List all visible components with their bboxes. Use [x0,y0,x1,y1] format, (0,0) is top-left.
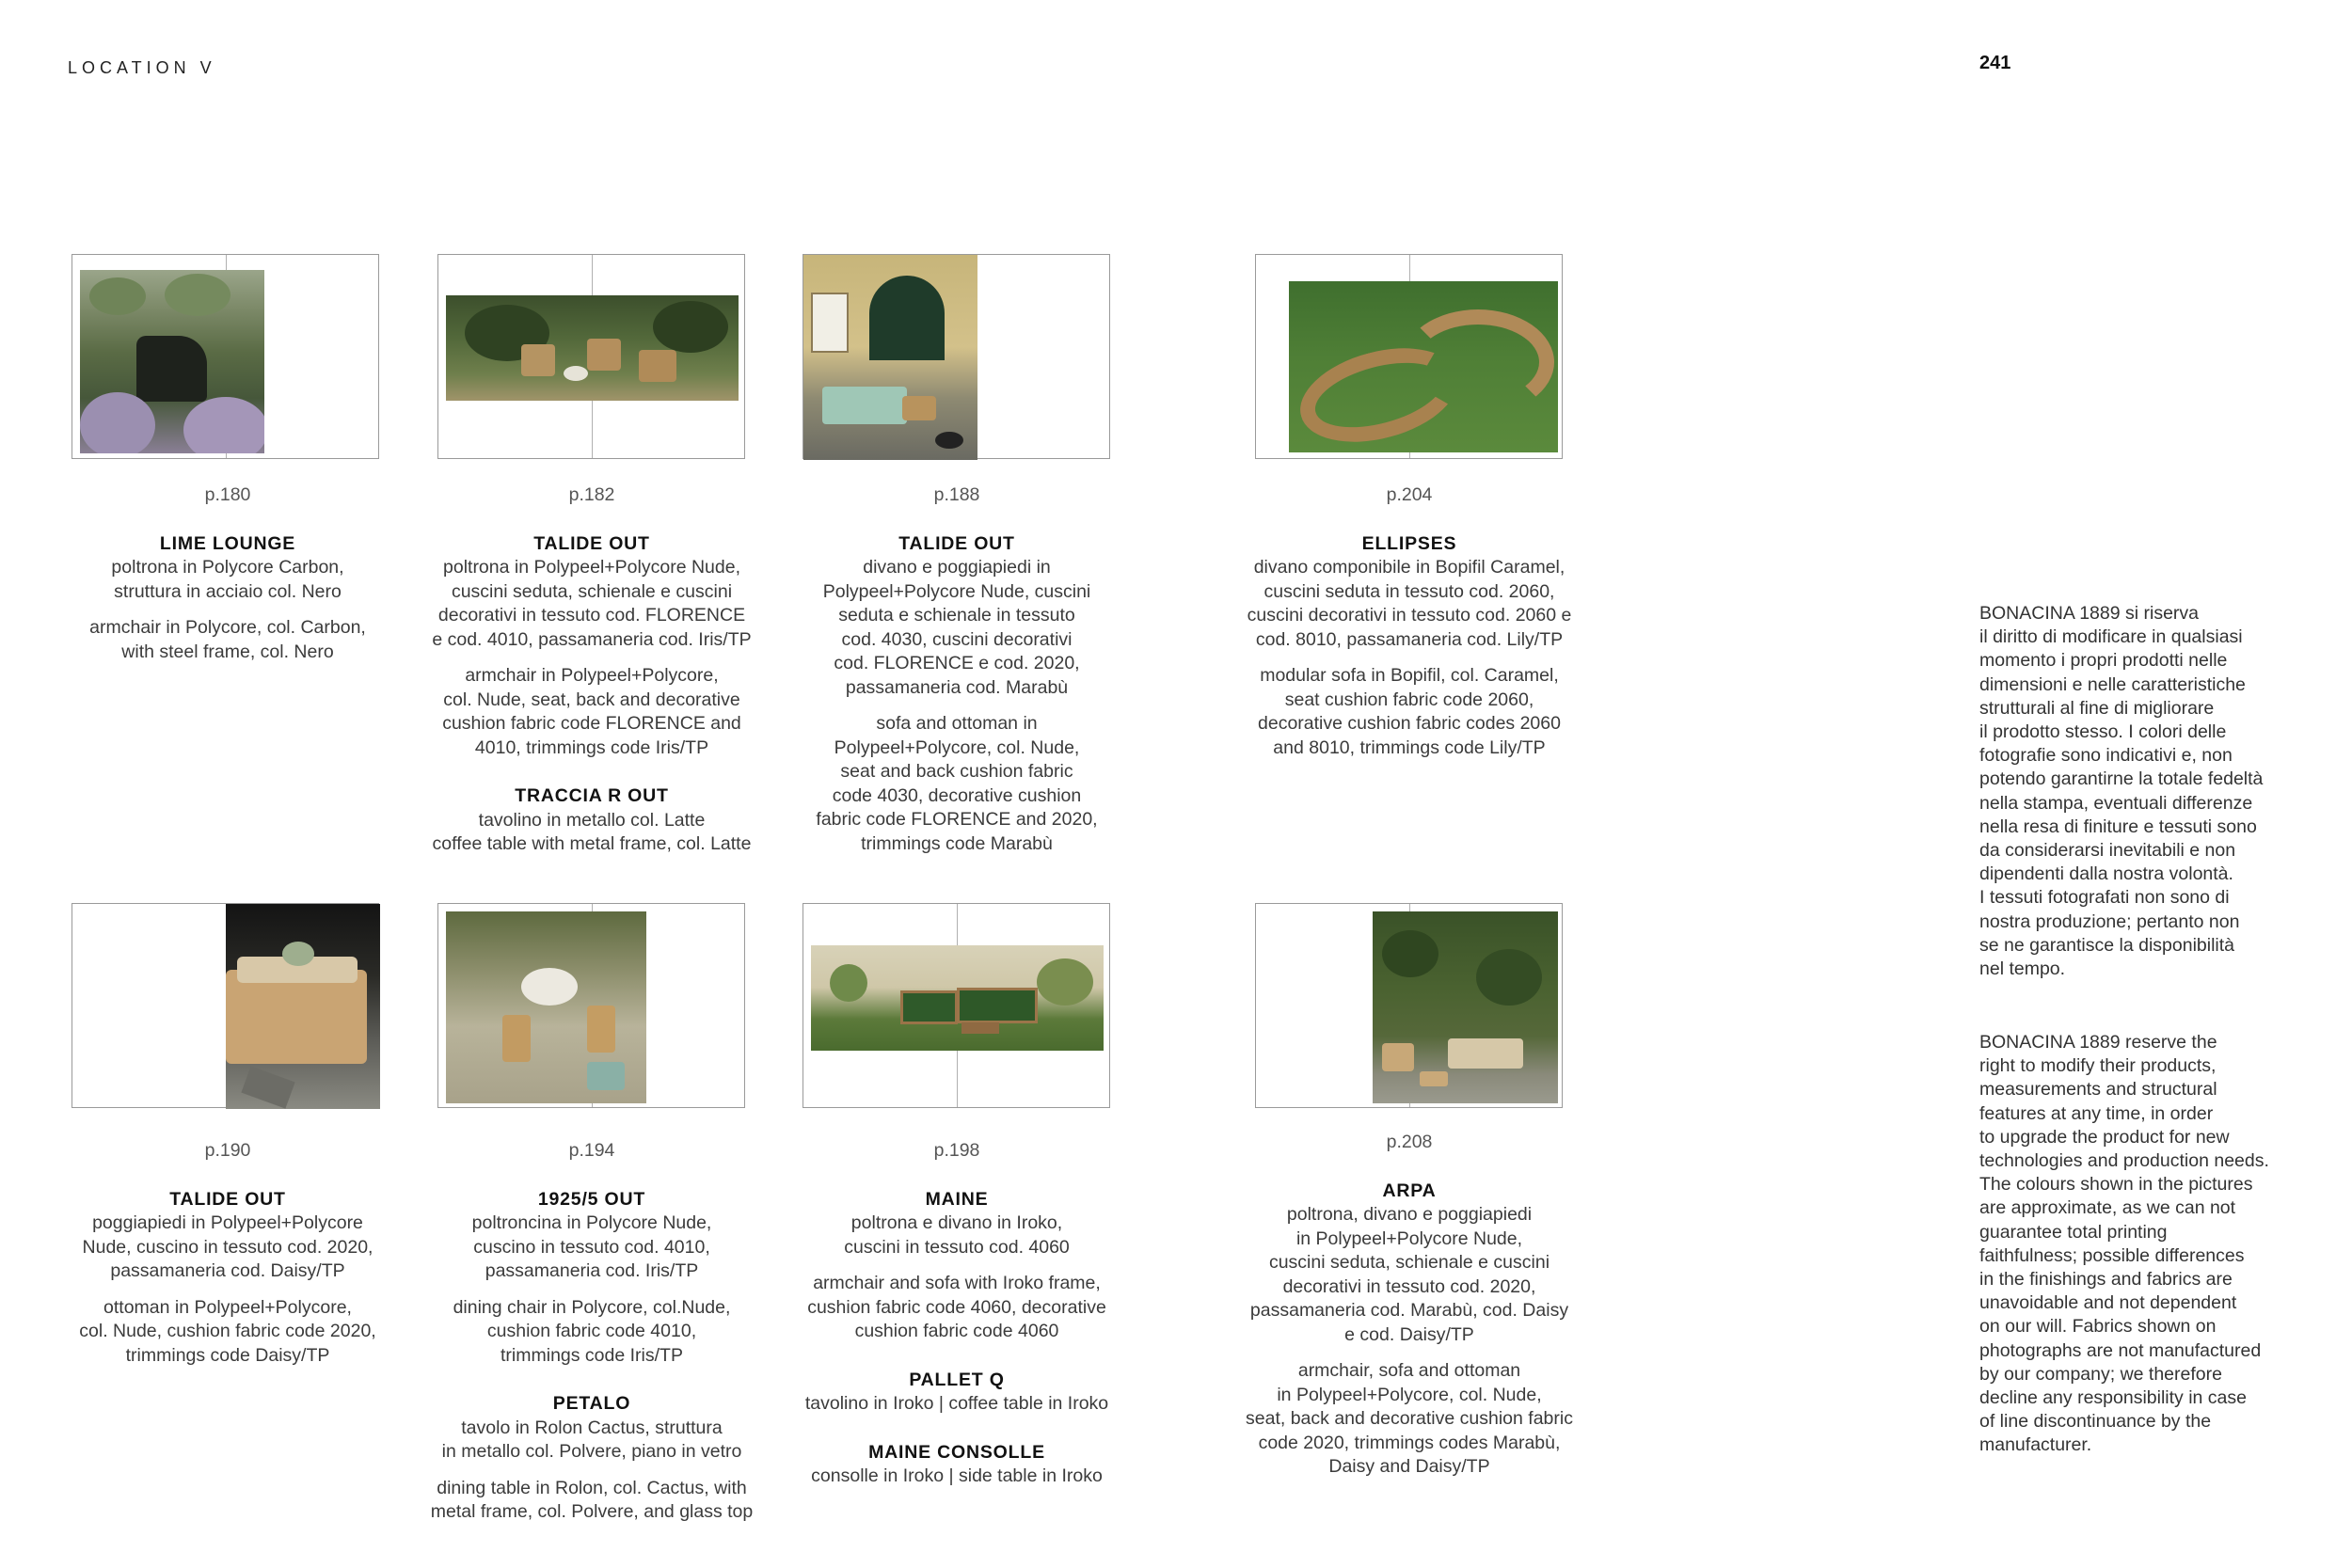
product-entry [44,532,411,665]
product-entry [773,1369,1140,1417]
product-description-it: divano componibile in Bopifil Caramel, cuscini seduta in tessuto cod. 2060, cuscini decorativi in tessuto cod. 2060 e cod. 8010, passamaneria cod. Lily/TP [1247,557,1572,650]
product-entry [408,1392,775,1525]
photo-talide-out-ottoman [226,904,380,1109]
caption-p188 [773,483,1140,880]
page-reference: p.182 [568,484,615,505]
product-name: 1925/5 OUT [537,1188,646,1210]
spread-thumbnail-p188 [803,254,1110,459]
product-name: ELLIPSES [1361,532,1457,554]
caption-p208 [1226,1131,1593,1504]
spread-thumbnail-p190 [72,903,379,1108]
product-entry [1226,1180,1593,1480]
page-reference: p.194 [568,1140,615,1161]
spread-thumbnail-p180 [72,254,379,459]
product-description-it: poltrona, divano e poggiapiedi in Polypeel+Polycore Nude, cuscini seduta, schienale e cuscini decorativi in tessuto cod. 2020, passamaneria cod. Marabù, cod. Daisy e cod. Daisy/TP [1249,1204,1569,1345]
photo-ellipses [1289,281,1558,452]
caption-p194 [408,1139,775,1549]
caption-p190 [44,1139,411,1392]
caption-p182 [408,483,775,869]
product-entry [773,532,1140,857]
product-description-en: armchair and sofa with Iroko frame, cushion fabric code 4060, decorative cushion fabric code 4060 [807,1273,1106,1341]
spread-thumbnail-p198 [803,903,1110,1108]
product-description-it: poltrona in Polycore Carbon, struttura in acciaio col. Nero [111,557,344,602]
caption-p180 [44,483,411,689]
product-entry [773,1188,1140,1344]
product-description-it: poltrona in Polypeel+Polycore Nude, cuscini seduta, schienale e cuscini decorativi in tessuto cod. FLORENCE e cod. 4010, passamaneria cod. Iris/TP [432,557,752,650]
product-name: TALIDE OUT [898,532,1015,554]
product-description-it: consolle in Iroko | side table in Iroko [811,1465,1103,1486]
spread-thumbnail-p204 [1255,254,1563,459]
product-entry [44,1188,411,1369]
product-description-it: tavolino in Iroko | coffee table in Iroko [804,1393,1109,1414]
product-description-en: armchair in Polycore, col. Carbon, with steel frame, col. Nero [89,617,366,662]
caption-p198 [773,1139,1140,1501]
disclaimer-english: BONACINA 1889 reserve the right to modify their products, measurements and structural features at any time, in order to upgrade the product for new technologies and production needs. The colours shown in the pictures are approximate, as we can not guarantee total printing faithfulness; possible differences in the finishings and fabrics are unavoidable and not dependent on our will. Fabrics shown on photographs are not manufactured by our company; we therefore decline any responsibility in case of line discontinuance by the manufacturer. [1979,1032,2269,1456]
product-description-it: poltroncina in Polycore Nude, cuscino in tessuto cod. 4010, passamaneria cod. Iris/TP [471,1212,712,1281]
product-description-en: dining chair in Polycore, col.Nude, cushion fabric code 4010, trimmings code Iris/TP [453,1296,731,1366]
product-description-en: armchair, sofa and ottoman in Polypeel+Polycore, col. Nude, seat, back and decorative cushion fabric code 2020, trimmings codes Marabù, Daisy and Daisy/TP [1246,1360,1573,1477]
product-description-en: ottoman in Polypeel+Polycore, col. Nude, cushion fabric code 2020, trimmings code Daisy/TP [79,1296,376,1366]
product-name: LIME LOUNGE [159,532,296,554]
product-description-it: tavolino in metallo col. Latte coffee table with metal frame, col. Latte [432,809,752,854]
photo-1925-petalo [446,911,646,1103]
product-entry [408,784,775,857]
page-reference: p.204 [1386,484,1433,505]
disclaimer-italian: BONACINA 1889 si riserva il diritto di modificare in qualsiasi momento i propri prodotti nelle dimensioni e nelle caratteristiche strutturali al fine di migliorare il prodotto stesso. I colori delle fotografie sono indicativi e, non potendo garantirne la totale fedeltà nella stampa, eventuali differenze nella resa di finiture e tessuti sono da considerarsi inevitabili e non dipendenti dalla nostra volontà. I tessuti fotografati non sono di nostra produzione; pertanto non se ne garantisce la disponibilità nel tempo. [1979,603,2264,980]
section-title: LOCATION V [68,58,216,77]
page-reference: p.198 [933,1140,980,1161]
product-entry [773,1441,1140,1489]
product-description-en: dining table in Rolon, col. Cactus, with metal frame, col. Polvere, and glass top [430,1477,754,1522]
product-description-it: tavolo in Rolon Cactus, struttura in metallo col. Polvere, piano in vetro [441,1417,742,1462]
product-entry [408,532,775,761]
spread-thumbnail-p194 [437,903,745,1108]
photo-maine [811,945,1104,1051]
page-reference: p.190 [204,1140,251,1161]
photo-lime-lounge [80,270,264,453]
photo-talide-out-traccia [446,295,739,401]
product-description-en: armchair in Polypeel+Polycore, col. Nude, seat, back and decorative cushion fabric code FLORENCE and 4010, trimmings code Iris/TP [442,665,741,758]
page-reference: p.208 [1386,1132,1433,1152]
product-description-it: divano e poggiapiedi in Polypeel+Polycore Nude, cuscini seduta e schienale in tessuto cod. 4030, cuscini decorativi cod. FLORENCE e cod. 2020, passamaneria cod. Marabù [822,557,1091,698]
caption-p204 [1226,483,1593,784]
product-description-it: poggiapiedi in Polypeel+Polycore Nude, cuscino in tessuto cod. 2020, passamaneria cod. Daisy/TP [82,1212,373,1281]
product-name: MAINE CONSOLLE [868,1441,1045,1463]
product-description-en: sofa and ottoman in Polypeel+Polycore, col. Nude, seat and back cushion fabric code 4030, decorative cushion fabric code FLORENCE and 2020, trimmings code Marabù [816,713,1098,854]
product-name: TALIDE OUT [169,1188,286,1210]
product-entry [408,1188,775,1369]
product-entry [1226,532,1593,761]
product-description-it: poltrona e divano in Iroko, cuscini in tessuto cod. 4060 [844,1212,1070,1258]
product-name: ARPA [1382,1180,1437,1201]
page-reference: p.180 [204,484,251,505]
spread-thumbnail-p182 [437,254,745,459]
photo-arpa [1373,911,1558,1103]
product-name: TALIDE OUT [533,532,650,554]
product-description-en: modular sofa in Bopifil, col. Caramel, seat cushion fabric code 2060, decorative cushion fabric codes 2060 and 8010, trimmings code Lily/TP [1258,665,1561,758]
page-reference: p.188 [933,484,980,505]
photo-talide-out-sofa [803,255,977,460]
product-name: PETALO [552,1393,631,1414]
page-number: 241 [1979,53,2011,73]
spread-thumbnail-p208 [1255,903,1563,1108]
product-name: MAINE [925,1188,989,1210]
product-name: TRACCIA R OUT [515,785,669,806]
product-name: PALLET Q [909,1369,1005,1390]
